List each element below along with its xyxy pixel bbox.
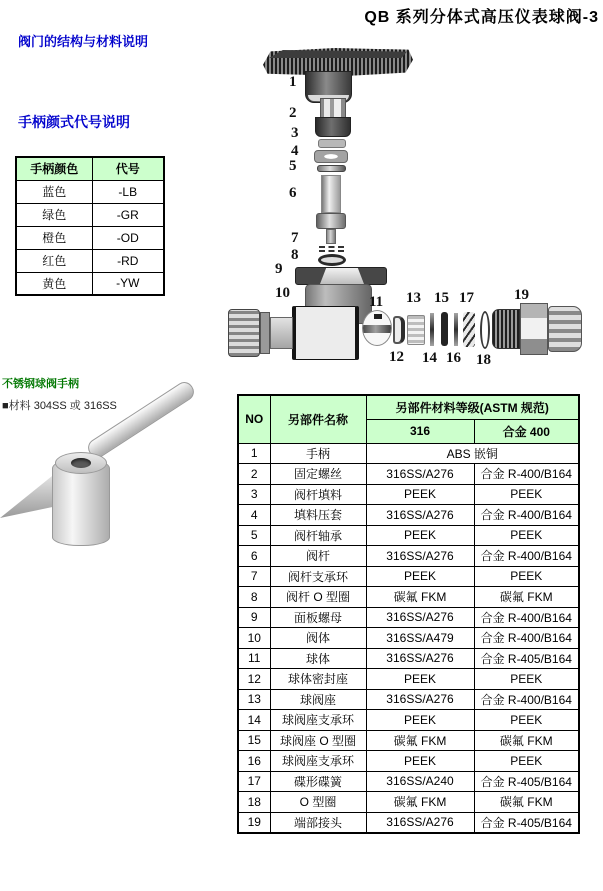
- part-name-cell: 阀杆 O 型圈: [270, 587, 366, 608]
- handle-code-col-header: 代号: [92, 157, 164, 180]
- parts-table-row: [238, 751, 579, 772]
- part-name-cell: 端部接头: [270, 812, 366, 833]
- part-no-cell: 7: [238, 566, 270, 587]
- parts-table-row: [238, 505, 579, 526]
- parts-table-row: [238, 812, 579, 833]
- diagram-part-number-17: 17: [459, 290, 474, 306]
- part-no-cell: 10: [238, 628, 270, 649]
- part-no-cell: 14: [238, 710, 270, 731]
- part-name-cell: 阀体: [270, 628, 366, 649]
- part-material-316-cell: PEEK: [366, 525, 474, 546]
- part-material-316-cell: PEEK: [366, 566, 474, 587]
- parts-table-row: [238, 607, 579, 628]
- diagram-part-number-12: 12: [389, 349, 404, 365]
- parts-table-row: [238, 771, 579, 792]
- col-header-material-group: 另部件材料等级(ASTM 规范): [366, 395, 579, 419]
- handle-color-cell: 橙色: [16, 226, 92, 249]
- part-material-316-cell: 316SS/A276: [366, 464, 474, 485]
- part-name-cell: O 型圈: [270, 792, 366, 813]
- handle-color-cell: 绿色: [16, 203, 92, 226]
- part-no-cell: 3: [238, 484, 270, 505]
- diagram-part-number-9: 9: [275, 261, 283, 277]
- part-no-cell: 16: [238, 751, 270, 772]
- part-material-316-cell: 碳氟 FKM: [366, 792, 474, 813]
- handle-color-table-body: [16, 180, 164, 295]
- handle-code-cell: -LB: [92, 180, 164, 203]
- part-material-alloy400-cell: PEEK: [474, 669, 579, 690]
- col-header-alloy400: 合金 400: [474, 419, 579, 443]
- handle-code-cell: -OD: [92, 226, 164, 249]
- handle-code-cell: -RD: [92, 249, 164, 272]
- diagram-part-number-19: 19: [514, 287, 529, 303]
- part-material-316-cell: 316SS/A276: [366, 648, 474, 669]
- part-name-cell: 阀杆: [270, 546, 366, 567]
- part-material-alloy400-cell: PEEK: [474, 525, 579, 546]
- parts-table-header-row-1: [238, 395, 579, 419]
- structure-heading: 阀门的结构与材料说明: [18, 34, 149, 49]
- part-material-316-cell: PEEK: [366, 710, 474, 731]
- parts-table-body: [238, 443, 579, 833]
- part-name-cell: 球体密封座: [270, 669, 366, 690]
- part-material-316-cell: PEEK: [366, 484, 474, 505]
- diagram-part-number-7: 7: [291, 230, 299, 246]
- part-name-cell: 球阀座 O 型圈: [270, 730, 366, 751]
- part-material-alloy400-cell: 碳氟 FKM: [474, 587, 579, 608]
- handle-color-row: [16, 249, 164, 272]
- part-no-cell: 4: [238, 505, 270, 526]
- handle-color-cell: 黄色: [16, 272, 92, 295]
- part-name-cell: 阀杆支承环: [270, 566, 366, 587]
- page-title: QB 系列分体式高压仪表球阀-3: [364, 9, 599, 26]
- part-no-cell: 11: [238, 648, 270, 669]
- parts-table-row: [238, 464, 579, 485]
- parts-table-row: [238, 546, 579, 567]
- handle-color-cell: 蓝色: [16, 180, 92, 203]
- diagram-part-number-6: 6: [289, 185, 297, 201]
- handle-figure-caption: 不锈钢球阀手柄: [2, 378, 79, 390]
- handle-color-row: [16, 226, 164, 249]
- part-material-316-cell: 碳氟 FKM: [366, 587, 474, 608]
- part-no-cell: 5: [238, 525, 270, 546]
- parts-table-row: [238, 484, 579, 505]
- handle-color-table: [15, 156, 165, 296]
- part-material-alloy400-cell: 合金 R-405/B164: [474, 771, 579, 792]
- part-no-cell: 2: [238, 464, 270, 485]
- part-material-alloy400-cell: 合金 R-400/B164: [474, 607, 579, 628]
- handle-material-note: ■材料 304SS 或 316SS: [2, 400, 117, 412]
- parts-table-row: [238, 587, 579, 608]
- exploded-diagram: [225, 45, 603, 390]
- part-material-316-cell: 316SS/A240: [366, 771, 474, 792]
- part-material-alloy400-cell: 碳氟 FKM: [474, 792, 579, 813]
- parts-table-row: [238, 525, 579, 546]
- part-material-alloy400-cell: 合金 R-400/B164: [474, 689, 579, 710]
- diagram-part-number-2: 2: [289, 105, 297, 121]
- part-material-316-cell: 316SS/A276: [366, 607, 474, 628]
- part-name-cell: 球体: [270, 648, 366, 669]
- handle-figure: [0, 370, 230, 560]
- col-header-316: 316: [366, 419, 474, 443]
- diagram-part-number-3: 3: [291, 125, 299, 141]
- part-name-cell: 手柄: [270, 443, 366, 464]
- parts-table-row: [238, 443, 579, 464]
- diagram-part-number-4: 4: [291, 143, 299, 159]
- parts-table-row: [238, 710, 579, 731]
- diagram-part-number-13: 13: [406, 290, 421, 306]
- part-material-316-cell: 碳氟 FKM: [366, 730, 474, 751]
- part-name-cell: 填料压套: [270, 505, 366, 526]
- part-material-316-cell: 316SS/A276: [366, 812, 474, 833]
- part-material-316-cell: PEEK: [366, 669, 474, 690]
- part-no-cell: 18: [238, 792, 270, 813]
- part-no-cell: 8: [238, 587, 270, 608]
- part-material-both-cell: ABS 嵌铜: [366, 443, 579, 464]
- handle-lever: [85, 379, 198, 461]
- handle-code-cell: -YW: [92, 272, 164, 295]
- part-material-alloy400-cell: PEEK: [474, 484, 579, 505]
- part-name-cell: 球阀座: [270, 689, 366, 710]
- parts-table-row: [238, 628, 579, 649]
- part-no-cell: 17: [238, 771, 270, 792]
- parts-table-row: [238, 566, 579, 587]
- parts-table-row: [238, 689, 579, 710]
- part-material-alloy400-cell: 合金 R-405/B164: [474, 648, 579, 669]
- part-material-316-cell: PEEK: [366, 751, 474, 772]
- part-material-alloy400-cell: 合金 R-400/B164: [474, 464, 579, 485]
- part-material-alloy400-cell: 碳氟 FKM: [474, 730, 579, 751]
- part-no-cell: 15: [238, 730, 270, 751]
- diagram-part-number-11: 11: [369, 294, 384, 310]
- part-no-cell: 12: [238, 669, 270, 690]
- parts-table-row: [238, 669, 579, 690]
- part-material-316-cell: 316SS/A479: [366, 628, 474, 649]
- col-header-no: NO: [238, 395, 270, 443]
- handle-color-cell: 红色: [16, 249, 92, 272]
- part-name-cell: 球阀座支承环: [270, 710, 366, 731]
- part-name-cell: 碟形碟簧: [270, 771, 366, 792]
- part-material-316-cell: 316SS/A276: [366, 505, 474, 526]
- handle-hub-hole: [71, 458, 91, 468]
- diagram-part-number-5: 5: [289, 158, 297, 174]
- handle-color-row: [16, 203, 164, 226]
- diagram-part-number-18: 18: [476, 352, 491, 368]
- part-name-cell: 阀杆填料: [270, 484, 366, 505]
- part-material-alloy400-cell: PEEK: [474, 751, 579, 772]
- handle-code-cell: -GR: [92, 203, 164, 226]
- part-material-316-cell: 316SS/A276: [366, 689, 474, 710]
- part-name-cell: 固定螺丝: [270, 464, 366, 485]
- handle-color-col-header: 手柄颜色: [16, 157, 92, 180]
- handle-color-row: [16, 272, 164, 295]
- part-material-alloy400-cell: 合金 R-405/B164: [474, 812, 579, 833]
- part-material-alloy400-cell: 合金 R-400/B164: [474, 628, 579, 649]
- part-material-alloy400-cell: 合金 R-400/B164: [474, 546, 579, 567]
- handle-code-heading: 手柄颜式代号说明: [18, 114, 130, 130]
- diagram-part-number-16: 16: [446, 350, 461, 366]
- part-material-316-cell: 316SS/A276: [366, 546, 474, 567]
- col-header-part-name: 另部件名称: [270, 395, 366, 443]
- handle-color-header-row: [16, 157, 164, 180]
- diagram-label-layer: [225, 45, 603, 390]
- diagram-part-number-14: 14: [422, 350, 437, 366]
- part-material-alloy400-cell: 合金 R-400/B164: [474, 505, 579, 526]
- part-name-cell: 面板螺母: [270, 607, 366, 628]
- parts-material-table: [237, 394, 580, 834]
- diagram-part-number-1: 1: [289, 74, 297, 90]
- diagram-part-number-8: 8: [291, 247, 299, 263]
- part-name-cell: 阀杆轴承: [270, 525, 366, 546]
- part-no-cell: 9: [238, 607, 270, 628]
- part-no-cell: 1: [238, 443, 270, 464]
- part-no-cell: 19: [238, 812, 270, 833]
- diagram-part-number-15: 15: [434, 290, 449, 306]
- part-material-alloy400-cell: PEEK: [474, 566, 579, 587]
- handle-color-row: [16, 180, 164, 203]
- parts-table-row: [238, 648, 579, 669]
- part-no-cell: 6: [238, 546, 270, 567]
- diagram-part-number-10: 10: [275, 285, 290, 301]
- part-no-cell: 13: [238, 689, 270, 710]
- parts-table-row: [238, 730, 579, 751]
- part-material-alloy400-cell: PEEK: [474, 710, 579, 731]
- parts-table-row: [238, 792, 579, 813]
- part-name-cell: 球阀座支承环: [270, 751, 366, 772]
